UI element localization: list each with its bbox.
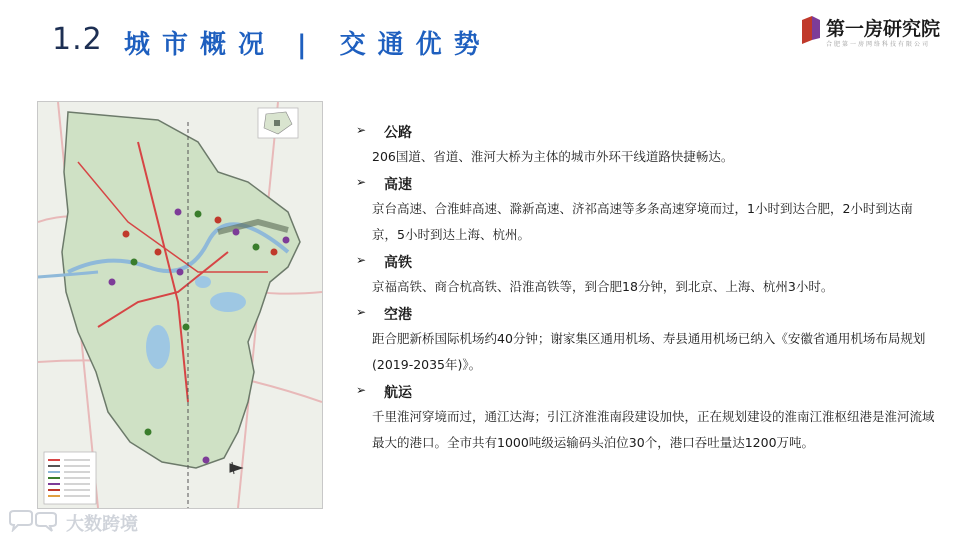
arrow-bullet-icon: ➢ — [356, 305, 367, 319]
section-heading — [356, 252, 936, 274]
section-number: 1.2 — [52, 22, 103, 57]
section-title: 航运 — [384, 385, 412, 401]
arrow-bullet-icon: ➢ — [356, 123, 367, 137]
section-expressway — [356, 174, 936, 248]
section-title: 高铁 — [384, 255, 412, 271]
city-transport-map — [37, 101, 323, 509]
section-heading — [356, 382, 936, 404]
arrow-bullet-icon: ➢ — [356, 383, 367, 397]
brand-logo — [800, 14, 950, 50]
section-airport — [356, 304, 936, 378]
section-heading — [356, 122, 936, 144]
logo-mark-icon — [800, 16, 822, 44]
logo-tagline: 合肥第一房网络科技有限公司 — [826, 41, 931, 48]
section-highway — [356, 122, 936, 170]
watermark-text: 大数跨境 — [66, 514, 138, 535]
section-heading — [356, 174, 936, 196]
section-shipping — [356, 382, 936, 456]
section-heading — [356, 304, 936, 326]
section-body: 千里淮河穿境而过，通江达海；引江济淮淮南段建设加快，正在规划建设的淮南江淮枢纽港是淮河流域最大的港口。全市共有1000吨级运输码头泊位30个，港口吞吐量达1200万吨。 — [372, 409, 935, 450]
transport-advantages — [356, 118, 936, 456]
page-title: 城市概况 | 交通优势 — [124, 30, 492, 60]
section-title: 高速 — [384, 177, 412, 193]
section-title: 空港 — [384, 307, 412, 323]
map-illustration — [38, 102, 322, 508]
section-body: 206国道、省道、淮河大桥为主体的城市外环干线道路快捷畅达。 — [372, 149, 734, 164]
section-high-speed-rail — [356, 252, 936, 300]
arrow-bullet-icon: ➢ — [356, 175, 367, 189]
arrow-bullet-icon: ➢ — [356, 253, 367, 267]
section-title: 公路 — [384, 125, 412, 141]
section-body: 京福高铁、商合杭高铁、沿淮高铁等，到合肥18分钟，到北京、上海、杭州3小时。 — [372, 279, 834, 294]
section-body: 距合肥新桥国际机场约40分钟；谢家集区通用机场、寿县通用机场已纳入《安徽省通用机场布局规划(2019-2035年)》。 — [372, 331, 926, 372]
chat-bubble-icon — [6, 510, 60, 532]
section-body: 京台高速、合淮蚌高速、滁新高速、济祁高速等多条高速穿境而过，1小时到达合肥，2小时到达南京，5小时到达上海、杭州。 — [372, 201, 913, 242]
logo-name: 第一房研究院 — [826, 18, 941, 40]
